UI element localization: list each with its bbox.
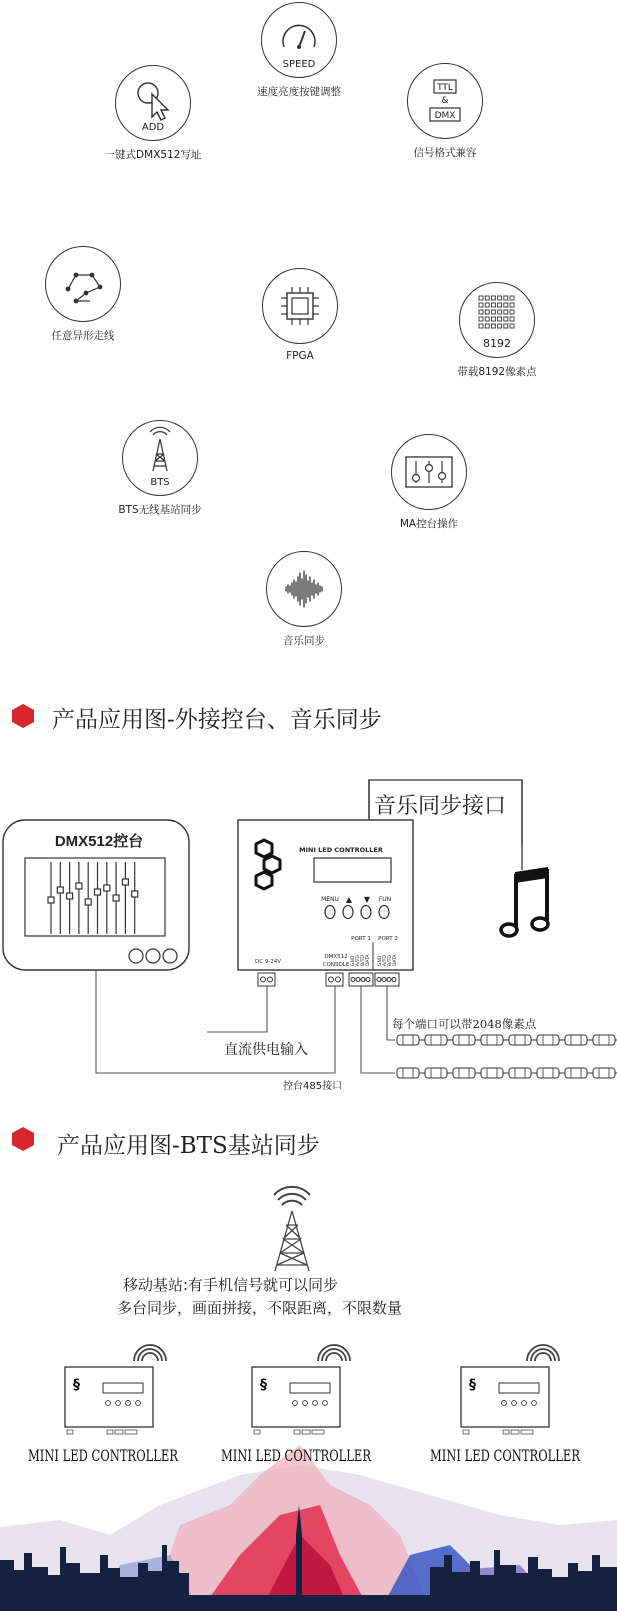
led-pixel xyxy=(453,1068,475,1078)
fader-knob xyxy=(104,885,110,891)
console485-note: 控台485接口 xyxy=(283,1081,343,1092)
mixer-sliders-icon xyxy=(392,435,466,509)
svg-text:GND: GND xyxy=(351,955,356,966)
fader-knob xyxy=(122,879,128,885)
led-pixel xyxy=(453,1035,475,1045)
dmx-label: DMX512 xyxy=(324,954,348,960)
wifi-arc xyxy=(326,1353,342,1361)
pixel-cell xyxy=(510,317,514,321)
feature-speed xyxy=(247,2,351,99)
controller-display xyxy=(103,1383,143,1393)
pixel-cell xyxy=(504,317,508,321)
pixel-grid-icon xyxy=(460,283,534,357)
console-label: DMX512控台 xyxy=(54,833,144,850)
pixel-cell xyxy=(504,324,508,328)
pixel-cell xyxy=(491,310,495,314)
pixel-cell xyxy=(479,324,483,328)
controller-logo: § xyxy=(469,1377,476,1393)
feature-caption: 一键式DMX512写址 xyxy=(104,149,202,161)
controller-label: MINI LED CONTROLLER xyxy=(430,1446,581,1465)
music-note-icon xyxy=(501,867,548,936)
power-note: 直流供电输入 xyxy=(224,1042,308,1058)
pixel-cell xyxy=(491,317,495,321)
led-pixel xyxy=(481,1068,503,1078)
controller-button xyxy=(106,1401,111,1406)
controller-button xyxy=(313,1401,318,1406)
menu-label: MENU xyxy=(321,896,339,903)
controller-button xyxy=(502,1401,507,1406)
pixel-cell xyxy=(485,296,489,300)
fader-knob xyxy=(95,889,101,895)
feature-caption: MA控台操作 xyxy=(399,518,459,530)
fader-knob xyxy=(67,893,73,899)
controller-label: MINI LED CONTROLLER xyxy=(221,1446,372,1465)
console-port-label: CONSOLE xyxy=(322,962,350,968)
pixel-cell xyxy=(510,296,514,300)
led-pixel xyxy=(537,1035,559,1045)
pixel-cell xyxy=(485,317,489,321)
pixel-cell xyxy=(479,317,483,321)
controller-logo: § xyxy=(260,1377,267,1393)
pixel-cell xyxy=(479,296,483,300)
dc-label: DC 9-24V xyxy=(254,959,282,965)
wifi-arc xyxy=(142,1353,158,1361)
svg-text:BTS: BTS xyxy=(150,477,170,488)
fader-knob xyxy=(57,887,63,893)
pixel-cell xyxy=(498,303,502,307)
feature-caption: 速度亮度按键调整 xyxy=(257,86,341,98)
ttl-dmx-icon xyxy=(408,64,482,138)
svg-text:B/TD: B/TD xyxy=(361,955,366,966)
svg-text:8192: 8192 xyxy=(483,337,511,350)
feature-caption: BTS无线基站同步 xyxy=(118,504,202,516)
svg-text:&: & xyxy=(441,96,449,106)
controller-display xyxy=(290,1383,330,1393)
port2-label: PORT 2 xyxy=(378,936,398,942)
feature-caption: FPGA xyxy=(286,350,314,362)
node-path-icon xyxy=(46,247,120,321)
feature-caption: 带载8192像素点 xyxy=(457,366,537,378)
feature-bts xyxy=(108,420,212,517)
controller-button xyxy=(116,1401,121,1406)
pixel-note: 每个端口可以带2048像素点 xyxy=(392,1017,537,1031)
bts-description-line2: 多台同步，画面拼接，不限距离，不限数量 xyxy=(117,1299,403,1317)
svg-text:DATA: DATA xyxy=(366,954,371,966)
svg-text:DATA: DATA xyxy=(393,954,398,966)
svg-text:SPEED: SPEED xyxy=(282,59,316,70)
pixel-cell xyxy=(510,324,514,328)
pixel-cell xyxy=(485,310,489,314)
pixel-cell xyxy=(510,303,514,307)
feature-caption: 信号格式兼容 xyxy=(413,147,477,159)
pixel-cell xyxy=(498,296,502,300)
svg-text:A/TD: A/TD xyxy=(356,955,361,966)
bts-tower-icon xyxy=(274,1187,310,1271)
fun-label: FUN xyxy=(378,896,392,903)
controller-terminal xyxy=(254,1430,260,1434)
fader-knob xyxy=(132,891,138,897)
pixel-cell xyxy=(510,310,514,314)
dmx512-console xyxy=(3,820,189,970)
bts-sync-diagram xyxy=(0,1175,617,1611)
controller-terminal xyxy=(503,1430,509,1434)
bts-description-line1: 移动基站:有手机信号就可以同步 xyxy=(123,1276,339,1294)
pixel-cell xyxy=(504,296,508,300)
controller-button xyxy=(532,1401,537,1406)
controller-button xyxy=(303,1401,308,1406)
mini-led-controller xyxy=(238,820,413,970)
up-label: ▲ xyxy=(345,895,353,904)
led-pixel xyxy=(481,1035,503,1045)
speedometer-icon xyxy=(262,3,336,77)
pixel-cell xyxy=(479,310,483,314)
section-hexagon-icon xyxy=(11,1126,35,1152)
pixel-cell xyxy=(485,324,489,328)
section-hexagon-icon xyxy=(11,703,35,729)
cursor-click-icon xyxy=(116,66,190,140)
pixel-cell xyxy=(479,303,483,307)
led-pixel xyxy=(509,1068,531,1078)
controller-body xyxy=(65,1367,153,1427)
svg-text:DMX: DMX xyxy=(434,111,456,121)
controller-button xyxy=(512,1401,517,1406)
controller-label: MINI LED CONTROLLER xyxy=(28,1446,179,1465)
controller-body xyxy=(461,1367,549,1427)
controller-terminal xyxy=(463,1430,469,1434)
controller-unit xyxy=(28,1345,179,1465)
controller-display xyxy=(499,1383,539,1393)
led-pixel xyxy=(397,1035,419,1045)
fader-knob xyxy=(113,895,119,901)
pixel-cell xyxy=(498,317,502,321)
music-port-label: 音乐同步接口 xyxy=(374,794,507,819)
feature-music xyxy=(252,551,356,648)
controller-button xyxy=(293,1401,298,1406)
controller-button xyxy=(323,1401,328,1406)
feature-pixels xyxy=(445,282,549,379)
svg-text:B/TD: B/TD xyxy=(388,955,393,966)
controller-terminal xyxy=(302,1430,310,1434)
feature-caption: 任意异形走线 xyxy=(51,330,115,342)
sound-wave-icon xyxy=(267,552,341,626)
led-strip xyxy=(397,1035,617,1078)
controller-button xyxy=(136,1401,141,1406)
port1-label: PORT 1 xyxy=(351,936,371,942)
led-pixel xyxy=(565,1068,587,1078)
controller-terminal xyxy=(67,1430,73,1434)
led-pixel xyxy=(425,1035,447,1045)
connection-diagram xyxy=(0,770,617,1100)
controller-terminal xyxy=(521,1430,533,1434)
feature-ttl xyxy=(393,63,497,160)
fader-knob xyxy=(48,897,54,903)
radio-tower-icon xyxy=(123,421,197,495)
pixel-cell xyxy=(491,324,495,328)
controller-terminal xyxy=(115,1430,123,1434)
controller-terminal xyxy=(107,1430,113,1434)
svg-text:A/TD: A/TD xyxy=(383,955,388,966)
fader-knob xyxy=(76,883,82,889)
svg-text:GND: GND xyxy=(378,955,383,966)
controller-terminal xyxy=(294,1430,300,1434)
svg-text:TTL: TTL xyxy=(437,83,453,93)
feature-add xyxy=(101,65,205,162)
pixel-cell xyxy=(504,303,508,307)
skyline-base xyxy=(0,1595,617,1611)
controller-terminal xyxy=(511,1430,519,1434)
led-pixel xyxy=(509,1035,531,1045)
fader-knob xyxy=(85,899,91,905)
feature-caption: 音乐同步 xyxy=(283,635,325,647)
feature-ma xyxy=(377,434,481,531)
led-pixel xyxy=(593,1035,615,1045)
controller-label: MINI LED CONTROLLER xyxy=(299,846,383,854)
controller-body xyxy=(252,1367,340,1427)
controller-unit xyxy=(430,1345,581,1465)
controller-button xyxy=(126,1401,131,1406)
pixel-cell xyxy=(485,303,489,307)
led-pixel xyxy=(397,1068,419,1078)
chip-icon xyxy=(263,269,337,343)
down-label: ▼ xyxy=(363,895,371,904)
pixel-cell xyxy=(491,303,495,307)
pixel-cell xyxy=(498,324,502,328)
led-pixel xyxy=(537,1068,559,1078)
feature-shape xyxy=(31,246,135,343)
section-title: 产品应用图-BTS基站同步 xyxy=(57,1133,320,1159)
led-pixel xyxy=(593,1068,615,1078)
controller-logo: § xyxy=(73,1377,80,1393)
led-pixel xyxy=(425,1068,447,1078)
controller-unit xyxy=(221,1345,372,1465)
wifi-arc xyxy=(535,1353,551,1361)
city-skyline-graphic xyxy=(0,1445,617,1611)
pixel-cell xyxy=(504,310,508,314)
controller-terminal xyxy=(312,1430,324,1434)
led-pixel xyxy=(565,1035,587,1045)
svg-text:ADD: ADD xyxy=(141,122,165,133)
pixel-cell xyxy=(491,296,495,300)
section-title: 产品应用图-外接控台、音乐同步 xyxy=(52,707,382,733)
controller-terminal xyxy=(125,1430,137,1434)
controller-button xyxy=(522,1401,527,1406)
pixel-cell xyxy=(498,310,502,314)
feature-fpga xyxy=(248,268,352,362)
